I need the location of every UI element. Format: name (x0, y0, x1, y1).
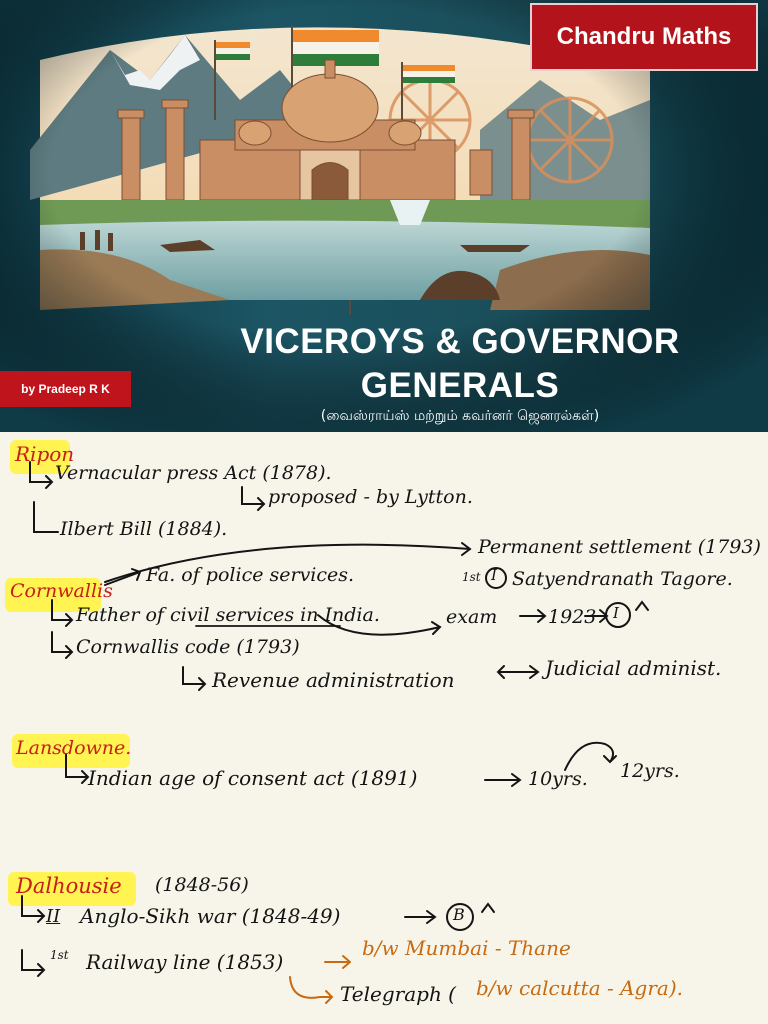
note-cornwallis-item-2: Father of civil services in India. (76, 604, 380, 626)
title-line-1: VICEROYS & GOVERNOR (240, 322, 680, 361)
note-ripon-heading: Ripon (15, 442, 75, 466)
note-satyendranath-tagore: Satyendranath Tagore. (512, 568, 733, 590)
note-exam-roman: I (613, 604, 619, 622)
note-cornwallis-item-1: Fa. of police services. (146, 564, 355, 586)
note-telegraph: Telegraph ( (340, 982, 456, 1006)
note-permanent-settlement: Permanent settlement (1793) (478, 536, 761, 558)
note-railway-route: b/w Mumbai - Thane (362, 936, 571, 960)
title-line-2: GENERALS (360, 366, 560, 405)
note-cornwallis-heading: Cornwallis (10, 580, 113, 602)
note-first-prefix: 1st (462, 570, 481, 584)
brand-badge: Chandru Maths (530, 3, 758, 71)
note-ripon-item-1-sub: proposed - by Lytton. (268, 486, 473, 508)
note-dalhousie-years: (1848-56) (155, 874, 249, 896)
title-tamil: (வைஸ்ராய்ஸ் மற்றும் கவர்னர் ஜெனரல்கள்) (320, 408, 600, 424)
note-dalhousie-heading: Dalhousie (16, 874, 122, 898)
note-railway-prefix: 1st (50, 948, 69, 962)
note-exam: exam (446, 606, 498, 628)
note-cornwallis-item-3: Cornwallis code (1793) (76, 636, 300, 658)
note-exam-year: 1923 (548, 606, 597, 628)
note-judicial-administration: Judicial administ. (545, 656, 722, 680)
note-lansdowne-item-1: Indian age of consent act (1891) (88, 766, 418, 790)
note-ripon-item-2: Ilbert Bill (1884). (60, 518, 228, 540)
page-title (200, 320, 720, 408)
note-age-to: 12yrs. (620, 760, 680, 782)
title-banner (0, 0, 768, 432)
note-age-from: 10yrs. (528, 768, 588, 790)
note-lansdowne-heading: Lansdowne. (16, 737, 132, 759)
handwritten-notes (0, 432, 768, 1024)
note-anglo-sikh-war: Anglo-Sikh war (1848-49) (80, 904, 341, 928)
note-ripon-item-1: Vernacular press Act (1878). (55, 462, 332, 484)
note-revenue-administration: Revenue administration (212, 668, 455, 692)
note-anglo-sikh-result: B (453, 905, 465, 924)
author-badge: by Pradeep R K (0, 371, 131, 407)
note-first-roman: I (491, 566, 497, 584)
note-dalhousie-roman: II (46, 906, 61, 927)
note-railway-line: Railway line (1853) (86, 950, 284, 974)
note-telegraph-route: b/w calcutta - Agra). (476, 976, 683, 1000)
